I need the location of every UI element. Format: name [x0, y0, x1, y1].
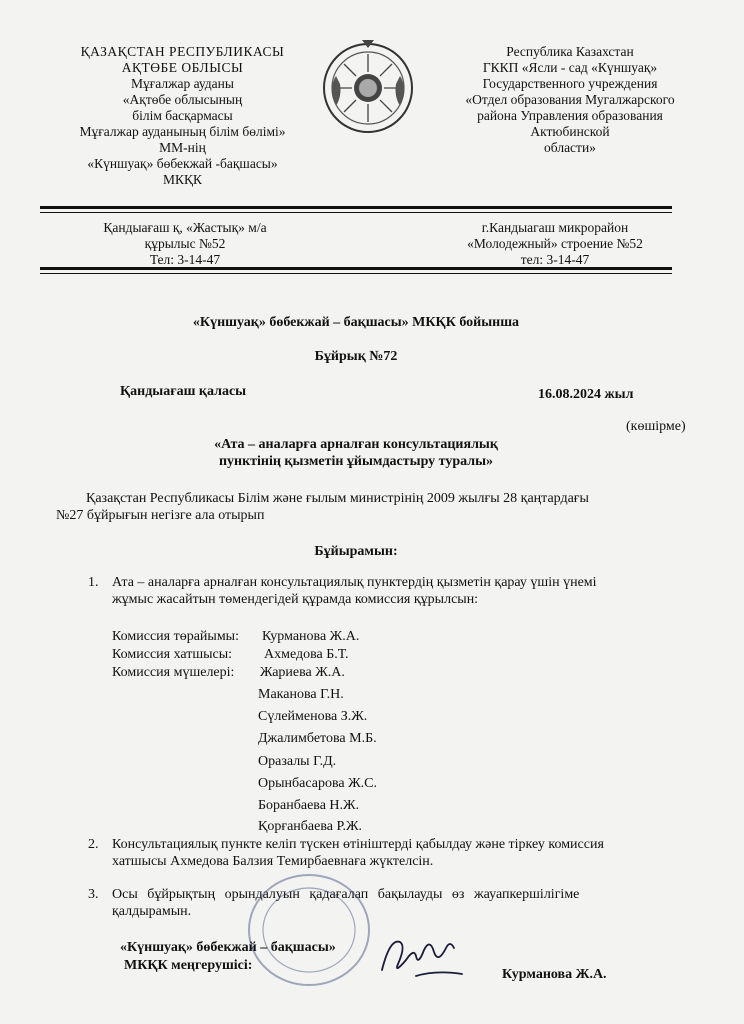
item3-number: 3. — [88, 887, 99, 902]
secretary-name: Ахмедова Б.Т. — [264, 647, 349, 662]
item2-line2: хатшысы Ахмедова Балзия Темирбаевнаға жүктелсін. — [112, 854, 434, 869]
order-title-line1: «Ата – аналарға арналған консультациялық — [214, 437, 498, 452]
members-label: Комиссия мүшелері: — [112, 665, 235, 680]
chair-label: Комиссия төрайымы: — [112, 629, 239, 644]
member-name: Сүлейменова З.Ж. — [258, 709, 368, 724]
address-divider-thin — [40, 273, 672, 274]
item1-line1: Ата – аналарға арналған консультациялық пунктердің қызметін қарау үшін үнемі — [112, 575, 597, 590]
member-name: Қорғанбаева Р.Ж. — [258, 819, 363, 834]
signature — [376, 930, 468, 986]
official-stamp — [244, 870, 374, 990]
org-line: «Күншуақ» бөбекжай – бақшасы» МКҚК бойынша — [192, 315, 520, 330]
item3-line2: қалдырамын. — [112, 904, 192, 919]
address-right-line: «Молодежный» строение №52 — [467, 236, 643, 251]
member-name: Боранбаева Н.Ж. — [258, 798, 360, 813]
basis-line2: №27 бұйрығын негізге ала отырып — [56, 508, 265, 523]
address-left-line: құрылыс №52 — [144, 236, 226, 251]
header-right-line: ГККП «Ясли - сад «Күншуақ» — [482, 60, 658, 75]
member-name: Жариева Ж.А. — [260, 665, 345, 680]
address-left-line: Қандыағаш қ, «Жастық» м/а — [103, 220, 267, 235]
secretary-label: Комиссия хатшысы: — [112, 647, 233, 662]
address-right-line: г.Кандыагаш микрорайон — [481, 220, 629, 235]
chair-name: Курманова Ж.А. — [262, 629, 360, 644]
order-title-line2: пунктінің қызметін ұйымдастыру туралы» — [218, 454, 494, 469]
header-left-line: Мұғалжар ауданының білім бөлімі» — [79, 124, 286, 139]
header-left-line: «Күншуақ» бөбекжай -бақшасы» — [87, 156, 278, 171]
member-name: Орынбасарова Ж.С. — [258, 776, 377, 791]
order-number: Бұйрық №72 — [314, 349, 398, 364]
order-date: 16.08.2024 жыл — [538, 387, 634, 402]
item2-line1: Консультациялық пункте келіп түскен өтініштерді қабылдау және тіркеу комиссия — [112, 837, 604, 852]
member-name: Оразалы Г.Д. — [258, 754, 337, 769]
header-divider — [40, 206, 672, 209]
header-left-line: МКҚК — [162, 172, 203, 187]
item1-number: 1. — [88, 575, 99, 590]
header-right-line: Государственного учреждения — [482, 76, 658, 91]
header-right-line: района Управления образования — [477, 108, 663, 123]
header-left-block — [40, 44, 325, 188]
address-left-line: Тел: 3-14-47 — [149, 252, 221, 267]
header-right-line: области» — [544, 140, 596, 155]
member-name: Джалимбетова М.Б. — [258, 731, 377, 746]
address-right-line: тел: 3-14-47 — [520, 252, 590, 267]
address-left — [70, 220, 300, 268]
header-left-line: Мұғалжар ауданы — [131, 76, 234, 91]
header-divider-thin — [40, 212, 672, 213]
header-left-line: ММ-нің — [159, 140, 206, 155]
header-left-line: ҚАЗАҚСТАН РЕСПУБЛИКАСЫ — [80, 44, 285, 59]
order-city: Қандыағаш қаласы — [120, 384, 247, 399]
address-right — [440, 220, 670, 268]
item1-line2: жұмыс жасайтын төмендегідей құрамда комиссия құрылсын: — [112, 592, 479, 607]
basis-line1: Қазақстан Республикасы Білім және ғылым министрінің 2009 жылғы 28 қаңтардағы — [86, 491, 589, 506]
header-left-line: «Ақтөбе облысының — [122, 92, 243, 107]
header-right-block — [430, 44, 710, 156]
footer-org: «Күншуақ» бөбекжай – бақшасы» — [120, 940, 336, 955]
command-heading: Бұйырамын: — [314, 544, 398, 559]
header-left-line: білім басқармасы — [132, 108, 233, 123]
header-right-line: «Отдел образования Мугалжарского — [465, 92, 675, 107]
state-emblem-icon — [318, 36, 418, 136]
footer-role: МКҚК меңгерушісі: — [124, 958, 253, 973]
item2-number: 2. — [88, 837, 99, 852]
header-right-line: Республика Казахстан — [506, 44, 634, 59]
header-right-line: Актюбинской — [530, 124, 610, 139]
item3-line1: Осы бұйрықтың орындалуын қадағалап бақылауды өз жауапкершілігіме — [112, 887, 580, 902]
copy-mark: (көшірме) — [626, 419, 686, 434]
header-left-line: АҚТӨБЕ ОБЛЫСЫ — [121, 60, 244, 75]
member-name: Маканова Г.Н. — [258, 687, 344, 702]
footer-name: Курманова Ж.А. — [502, 967, 607, 982]
